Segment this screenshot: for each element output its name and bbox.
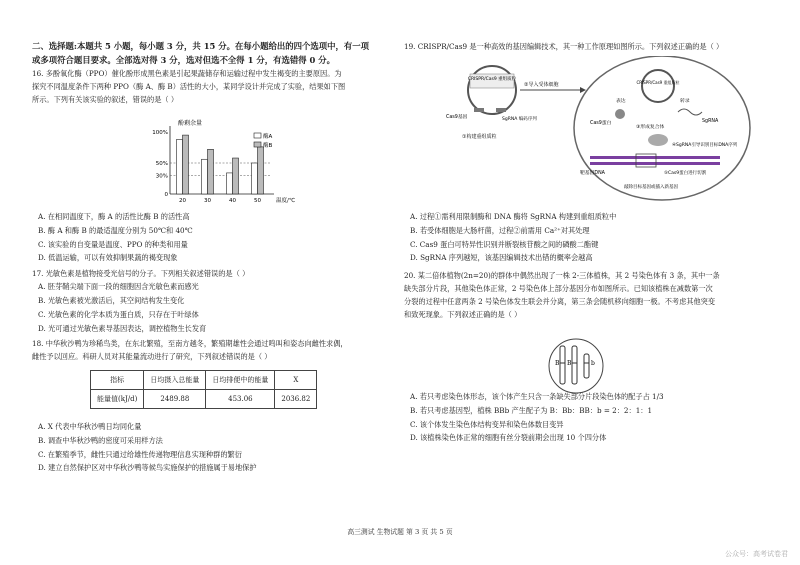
page-footer: 高三测试 生物试题 第 3 页 共 5 页	[347, 528, 453, 536]
q18-option-a: A. X 代表中华秋沙鸭日均同化量	[38, 422, 142, 431]
section-header-line2: 或多项符合题目要求。全部选对得 3 分，选对但选不全得 1 分，有选错得 0 分。	[32, 54, 335, 65]
q19-option-d: D. SgRNA 序列越短，该基因编辑技术出错的概率会越高	[410, 253, 593, 263]
table-cell: 能量值(kJ/d)	[91, 390, 144, 409]
q16-stem-line: 所示。下列有关该实验的叙述，错误的是（ ）	[32, 95, 179, 104]
step1-label: ①构建重组质粒	[462, 134, 497, 140]
table-header: X	[275, 371, 317, 390]
plasmid-1-icon	[468, 66, 516, 114]
bar	[227, 173, 233, 194]
q16-option-b: B. 酶 A 和酶 B 的最适温度分别为 50℃和 40℃	[38, 225, 193, 235]
legend-label: 酶A	[263, 134, 273, 140]
q20-option-b: B. 若只考虑基因型，植株 BBb 产生配子为 B：Bb：BB：b = 2：2：1：1	[410, 405, 653, 415]
q20-stem-line: 20. 某二倍体植物(2n=20)的群体中偶然出现了一株 2-三体植株，其 2 号染色体有 3 条，其中一条	[404, 271, 720, 281]
bar	[202, 159, 208, 194]
watermark: 公众号：高考试卷君	[725, 550, 788, 558]
x-tick-label: 40	[229, 198, 236, 204]
gene-label: B	[567, 360, 572, 367]
q18-option-c: C. 在繁殖季节，雌性只通过给雄性传递物理信息实现种群的繁衍	[38, 449, 242, 459]
section-header-line1: 二、选择题:本题共 5 小题，每小题 3 分，共 15 分。在每小题给出的四个选项中，有一项	[32, 41, 370, 51]
q16-option-d: D. 低温运输，可以有效抑制果蔬的褐变现象	[38, 253, 178, 263]
q17-option-a: A. 胚芽鞘尖端下面一段的细胞因含光敏色素而感光	[38, 282, 199, 292]
transcribe-label: 转录	[680, 99, 690, 104]
q16-stem-line: 探究不同温度条件下两种 PPO（酶 A、酶 B）活性的大小，某同学设计并完成了实验，结果如下图	[32, 82, 346, 91]
bar	[252, 163, 258, 194]
x-tick-label: 20	[179, 198, 186, 204]
right-column	[404, 40, 770, 53]
bar	[258, 147, 264, 194]
cas9-gene-segment	[474, 108, 484, 112]
x-tick-label: 50	[254, 198, 261, 204]
sgrna-seq-label: SgRNA 编码序列	[502, 117, 537, 122]
enzyme-activity-bar-chart	[140, 116, 320, 208]
target-dna-label: 靶基因DNA	[580, 171, 605, 176]
q16-option-c: C. 该实验的自变量是温度、PPO 的种类和用量	[38, 239, 188, 249]
plasmid-2-label: CRISPR/Cas9 重组质粒	[636, 80, 680, 85]
q20-stem-line: 分裂的过程中任意两条 2 号染色体发生联会并分离，第三条会随机移向细胞一极。不考虑其他突变	[404, 297, 716, 307]
y-tick-label: 50%	[155, 161, 168, 167]
x-axis-label: 温度/℃	[276, 198, 296, 204]
bar	[177, 139, 183, 194]
q16-option-a: A. 在相同温度下，酶 A 的活性比酶 B 的活性高	[38, 212, 190, 221]
legend-swatch	[254, 142, 261, 147]
q20-stem-line: 和致死现象。下列叙述正确的是（ ）	[404, 310, 522, 320]
cas9-gene-label: Cas9基因	[446, 115, 468, 120]
sgrna-label: SgRNA	[702, 119, 719, 124]
sgrna-icon	[678, 109, 702, 115]
target-dna-strand	[590, 156, 720, 159]
table-header: 日均排便中的能量	[206, 371, 275, 390]
q16-stem-line: 16. 多酚氧化酶（PPO）催化酚形成黑色素是引起果蔬储存和运输过程中发生褐变的主要原因。为	[32, 69, 342, 78]
crispr-cas9-diagram	[440, 56, 760, 206]
table-cell: 453.06	[206, 390, 275, 409]
q19-option-a: A. 过程①需利用限制酶和 DNA 酶将 SgRNA 构建到重组质粒中	[410, 212, 617, 221]
q20-stem-line: 缺失部分片段，其他染色体正常，2 号染色体上部分基因分布如图所示。已知该植株在减数第一次	[404, 284, 713, 294]
table-cell: 2036.82	[275, 390, 317, 409]
chromosome-2	[572, 346, 577, 384]
chart-title: 酚剩余量	[178, 120, 203, 127]
gene-label: b	[591, 360, 595, 367]
q18-option-b: B. 调查中华秋沙鸭的密度可采用样方法	[38, 435, 163, 445]
q18-options	[32, 420, 398, 475]
y-tick-label: 0	[164, 192, 168, 198]
step5-label: ⑤Cas9蛋白进行切割	[664, 171, 707, 176]
table-row	[91, 390, 317, 409]
sgrna-segment	[496, 108, 506, 112]
left-column	[32, 40, 398, 106]
bar	[183, 135, 189, 194]
bar	[208, 149, 214, 194]
q19-option-c: C. Cas9 蛋白可特异性识别并断裂核苷酸之间的磷酸二酯键	[410, 239, 599, 249]
q17-option-c: C. 光敏色素的化学本质为蛋白质，只存在于叶绿体	[38, 309, 199, 319]
q16-options	[32, 210, 398, 363]
q20-option-d: D. 该植株染色体正常的细胞有丝分裂前期会出现 10 个四分体	[410, 433, 607, 443]
q20-option-a: A. 若只考虑染色体形态，该个体产生只含一条缺失部分片段染色体的配子占 1/3	[410, 392, 664, 401]
chromosome-3-deleted	[584, 354, 589, 378]
legend-swatch	[254, 133, 261, 138]
table-header-row	[91, 371, 317, 390]
y-tick-label: 30%	[155, 173, 168, 180]
complex-icon	[648, 134, 668, 146]
gene-label: B	[555, 360, 560, 367]
table-header: 日均摄入总能量	[144, 371, 206, 390]
q19-option-b: B. 若受体细胞是大肠杆菌，过程②前需用 Ca²⁺对其处理	[410, 225, 590, 235]
energy-table	[90, 370, 317, 409]
express-label: 表达	[616, 99, 626, 104]
q17-option-b: B. 光敏色素被光激活后，其空间结构发生变化	[38, 295, 185, 305]
q19-options	[404, 210, 770, 321]
q18-stem-line: 18. 中华秋沙鸭为珍稀鸟类，在东北繁殖，至南方越冬，繁殖期雄性会通过鸣叫和姿态向雌性求偶，	[32, 339, 348, 349]
q18-option-d: D. 建立自然保护区对中华秋沙鸭等候鸟实施保护的措施属于易地保护	[38, 463, 257, 473]
q18-stem-line: 雌性予以回应。科研人员对其能量流动进行了研究，下列叙述错误的是（ ）	[32, 352, 272, 362]
step3-label: ③形成复合体	[636, 125, 665, 130]
cas9-protein-icon	[615, 109, 625, 119]
q20-option-c: C. 该个体发生染色体结构变异和染色体数目变异	[410, 419, 564, 429]
q20-options	[404, 390, 770, 445]
chromosome-1	[560, 346, 565, 384]
bar	[233, 158, 239, 194]
question-16	[32, 67, 398, 106]
y-tick-label: 100%	[152, 130, 168, 136]
step4-label: ④SgRNA引导识别目标DNA序列	[672, 143, 738, 148]
result-label: 敲除目标基因或插入新基因	[624, 185, 678, 190]
q17-option-d: D. 光可通过光敏色素导基因表达，调控植物生长发育	[38, 323, 207, 333]
table-cell: 2489.88	[144, 390, 206, 409]
q19-stem: 19. CRISPR/Cas9 是一种高效的基因编辑技术，其一种工作原理如图所示。下列叙述正确的是（ ）	[404, 42, 724, 51]
table-header: 指标	[91, 371, 144, 390]
legend-label: 酶B	[263, 143, 273, 149]
x-tick-label: 30	[204, 198, 211, 204]
chromosome-diagram	[536, 336, 616, 396]
cas9-protein-label: Cas9蛋白	[590, 121, 612, 126]
plasmid-1-label: CRISPR/Cas9 重组质粒	[467, 77, 517, 82]
step2-label: ②导入受体细胞	[524, 82, 559, 88]
plasmid-2-icon	[642, 70, 674, 102]
q17-stem: 17. 光敏色素是植物接受光信号的分子。下列相关叙述错误的是（ ）	[32, 269, 250, 279]
